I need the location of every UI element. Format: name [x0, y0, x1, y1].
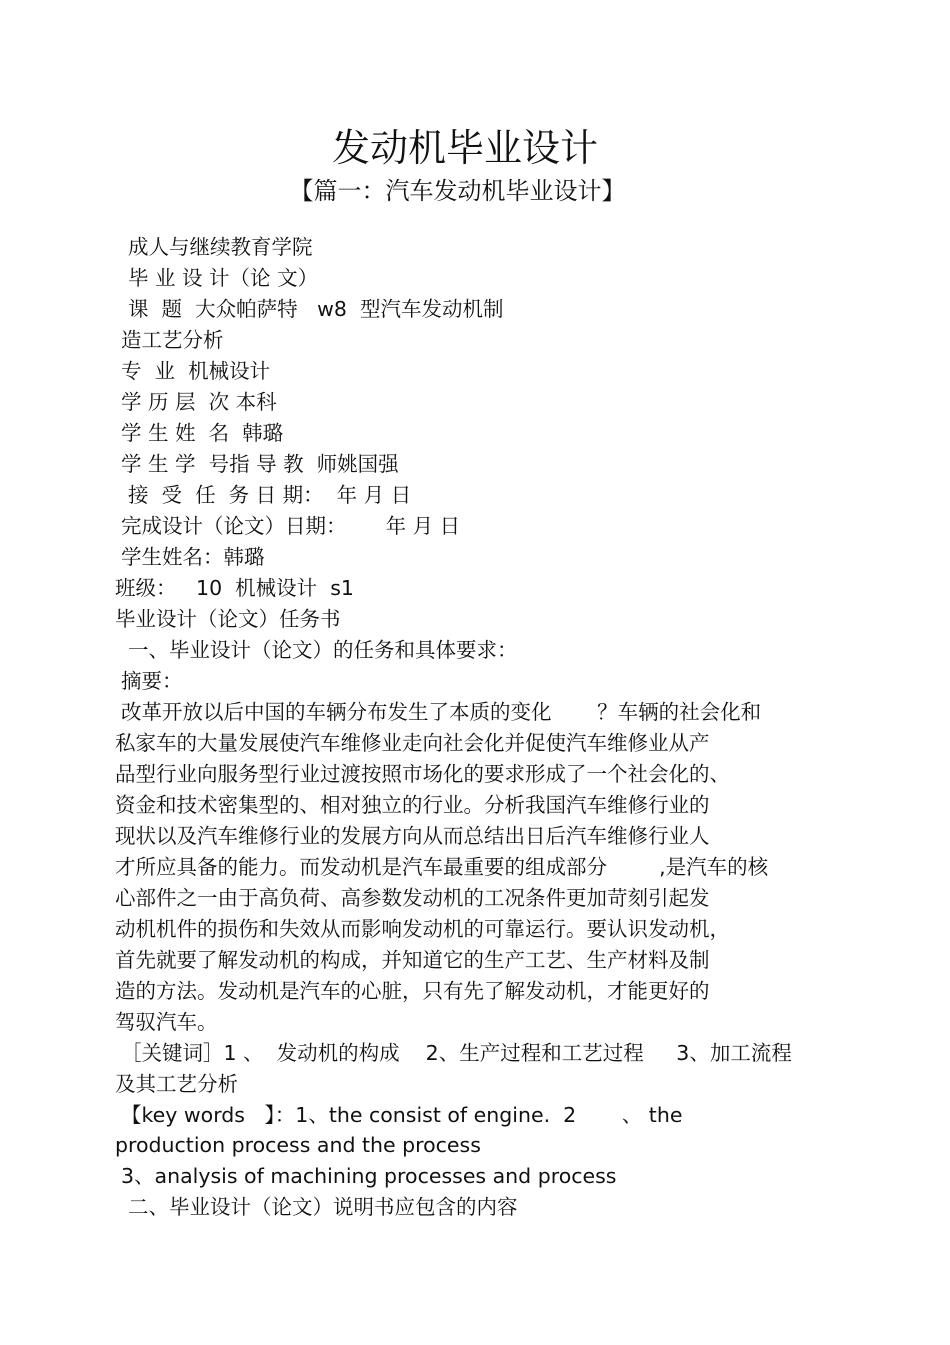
text-line: 摘要：	[121, 669, 183, 693]
text-line: 才所应具备的能力。而发动机是汽车最重要的组成部分 ,是汽车的核	[115, 855, 769, 879]
text-line: 现状以及汽车维修行业的发展方向从而总结出日后汽车维修行业人	[115, 824, 710, 848]
text-line: 改革开放以后中国的车辆分布发生了本质的变化 ？车辆的社会化和	[121, 700, 762, 724]
text-line: 一、毕业设计（论文）的任务和具体要求：	[128, 638, 518, 662]
text-line: 学 生 学 号指 导 教 师姚国强	[121, 452, 399, 476]
text-line: ［关键词］1 、 发动机的构成 2、生产过程和工艺过程 3、加工流程	[121, 1041, 792, 1065]
text-line: 资金和技术密集型的、相对独立的行业。分析我国汽车维修行业的	[115, 793, 710, 817]
text-line: 毕业设计（论文）任务书	[115, 607, 341, 631]
text-line: 心部件之一由于高负荷、高参数发动机的工况条件更加苛刻引起发	[115, 886, 710, 910]
text-line: 【key words 】：1、the consist of engine. 2 、 the	[121, 1103, 683, 1127]
text-line: 造的方法。发动机是汽车的心脏，只有先了解发动机，才能更好的	[115, 979, 710, 1003]
text-line: 专 业 机械设计	[121, 359, 271, 383]
text-line: 学 历 层 次 本科	[121, 390, 277, 414]
text-line: 私家车的大量发展使汽车维修业走向社会化并促使汽车维修业从产	[115, 731, 710, 755]
text-line: 课 题 大众帕萨特 w8 型汽车发动机制	[128, 297, 504, 321]
text-line: 首先就要了解发动机的构成，并知道它的生产工艺、生产材料及制	[115, 948, 710, 972]
text-line: 造工艺分析	[121, 328, 224, 352]
text-line: 动机机件的损伤和失效从而影响发动机的可靠运行。要认识发动机，	[115, 917, 730, 941]
text-line: 接 受 任 务 日 期： 年 月 日	[128, 483, 412, 507]
text-line: 及其工艺分析	[115, 1072, 238, 1096]
text-line: 二、毕业设计（论文）说明书应包含的内容	[128, 1195, 518, 1219]
text-line: 毕 业 设 计（论 文）	[128, 266, 319, 290]
text-line: 驾驭汽车。	[115, 1010, 218, 1034]
page-title: 发动机毕业设计	[331, 126, 598, 170]
text-line: 成人与继续教育学院	[128, 235, 313, 259]
text-line: 班级： 10 机械设计 s1	[115, 576, 354, 600]
text-line: 学生姓名：韩璐	[121, 545, 265, 569]
text-line: 完成设计（论文）日期： 年 月 日	[121, 514, 461, 538]
page-subtitle: 【篇一：汽车发动机毕业设计】	[289, 177, 626, 205]
text-line: 3、analysis of machining processes and process	[121, 1164, 617, 1188]
text-line: 品型行业向服务型行业过渡按照市场化的要求形成了一个社会化的、	[115, 762, 730, 786]
text-line: 学 生 姓 名 韩璐	[121, 421, 284, 445]
text-line: production process and the process	[115, 1133, 481, 1157]
